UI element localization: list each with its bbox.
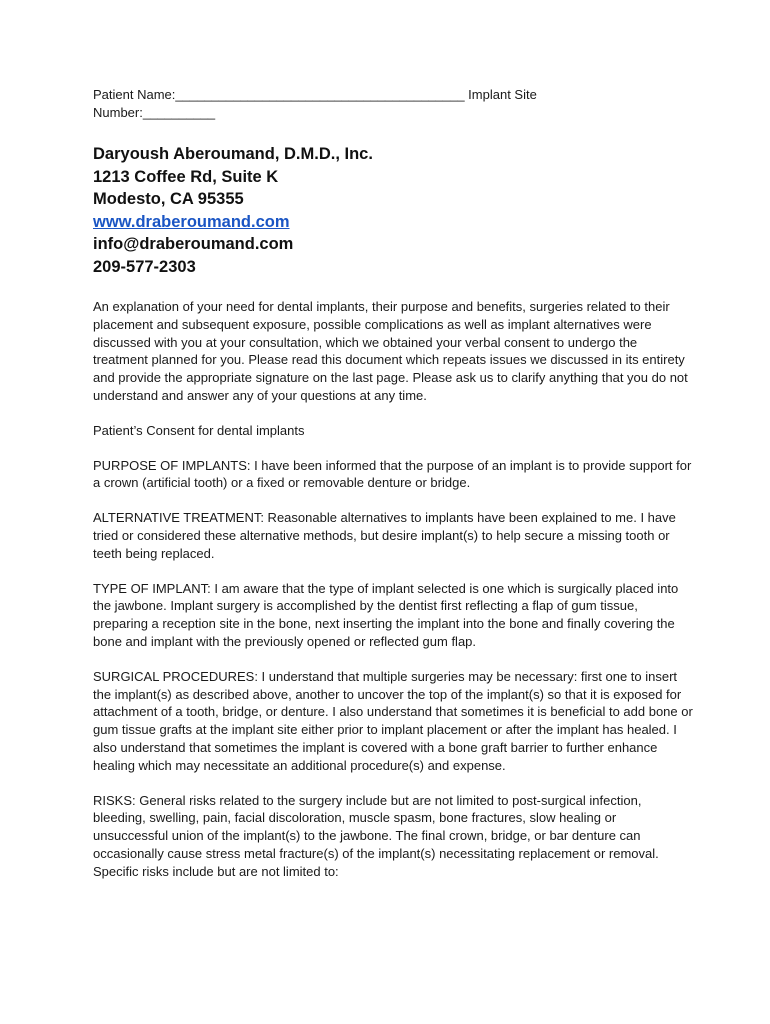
specific-risks-line: Specific risks include but are not limited to: (93, 863, 339, 879)
surgical-procedures-paragraph: SURGICAL PROCEDURES: I understand that multiple surgeries may be necessary: first one to insert the implant(s) as described above, another to uncover the top of the implant(s) so that it is exposed for attachment of a tooth, bridge, or denture. I also understand that sometimes it is beneficial to add bone or gum tissue grafts at the implant site either prior to implant placement or after the implant has healed. I also understand that sometimes the implant is covered with a bone graft barrier to further enhance healing which may necessitate an additional procedure(s) and expense. (93, 668, 693, 773)
intro-paragraph: An explanation of your need for dental implants, their purpose and benefits, surgeries related to their placement and subsequent exposure, possible complications as well as implant alternatives were discussed with you at your consultation, which we obtained your verbal consent to undergo the treatment planned for you. Please read this document which repeats issues we discussed in its entirety and provide the appropriate signature on the last page. Please ask us to clarify anything that you do not understand and answer any of your questions at any time. (93, 299, 688, 403)
website-link[interactable]: www.draberoumand.com (93, 212, 290, 231)
document-page (93, 86, 693, 881)
risks-paragraph: RISKS: General risks related to the surgery include but are not limited to post-surgical infection, bleeding, swelling, pain, facial discoloration, muscle spasm, bone fractures, slow healing or unsuccessful union of the implant(s) to the jawbone. The final crown, bridge, or bar denture can occasionally cause stress metal fracture(s) of the implant(s) necessitating replacement or removal. (93, 792, 659, 861)
implant-site-number-line: Number:__________ (93, 105, 216, 120)
practice-address-line2: Modesto, CA 95355 (93, 190, 244, 208)
type-of-implant-paragraph: TYPE OF IMPLANT: I am aware that the type of implant selected is one which is surgically placed into the jawbone. Implant surgery is accomplished by the dentist first reflecting a flap of gum tissue, preparing a reception site in the bone, next inserting the implant into the bone and finally covering the bone and implant with the previously opened or reflected gum flap. (93, 580, 679, 649)
practice-contact-block (93, 143, 693, 278)
alternative-treatment-paragraph: ALTERNATIVE TREATMENT: Reasonable alternatives to implants have been explained to me. I have tried or considered these alternative methods, but desire implant(s) to help secure a missing tooth or teeth being replaced. (93, 510, 676, 561)
patient-name-line: Patient Name:________________________________________ Implant Site (93, 87, 537, 102)
purpose-paragraph: PURPOSE OF IMPLANTS: I have been informed that the purpose of an implant is to provide support for a crown (artificial tooth) or a fixed or removable denture or bridge. (93, 457, 692, 491)
practice-phone: 209-577-2303 (93, 257, 196, 276)
practice-name: Daryoush Aberoumand, D.M.D., Inc. (93, 145, 373, 163)
practice-address-line1: 1213 Coffee Rd, Suite K (93, 167, 279, 186)
practice-email: info@draberoumand.com (93, 235, 294, 253)
consent-heading: Patient’s Consent for dental implants (93, 422, 305, 438)
